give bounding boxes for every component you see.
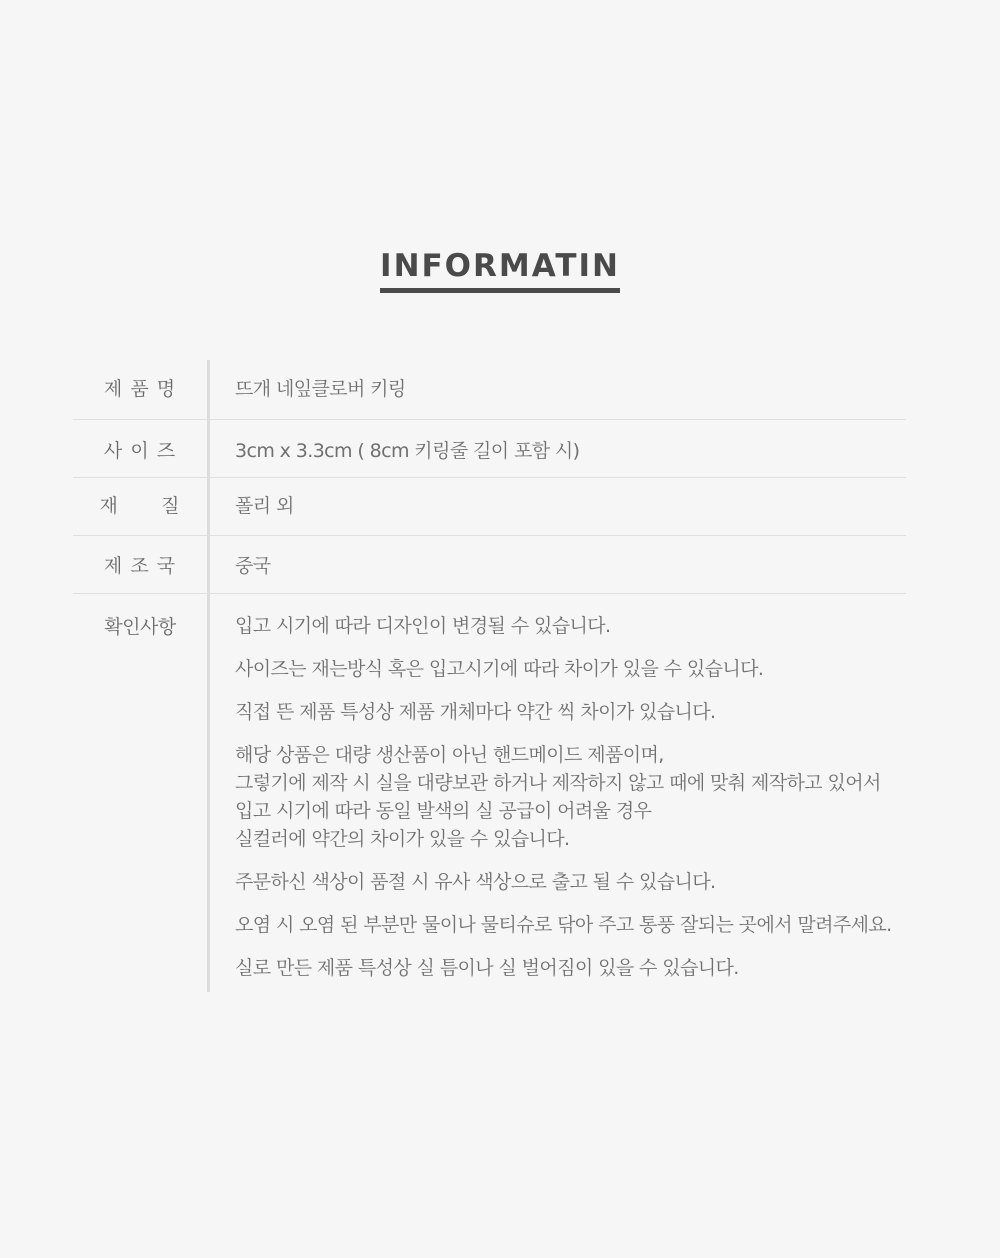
- note-item: 실로 만든 제품 특성상 실 틈이나 실 벌어짐이 있을 수 있습니다.: [235, 957, 739, 979]
- info-row-country: [73, 536, 906, 594]
- info-row-material: [73, 478, 906, 536]
- note-item: 사이즈는 재는방식 혹은 입고시기에 따라 차이가 있을 수 있습니다.: [235, 658, 764, 680]
- row-label: 재 질: [99, 495, 181, 517]
- info-table: [73, 360, 906, 992]
- row-value: 중국: [235, 555, 271, 577]
- note-item: 해당 상품은 대량 생산품이 아닌 핸드메이드 제품이며, 그렇기에 제작 시 실을 대량보관 하거나 제작하지 않고 때에 맞춰 제작하고 있어서 입고 시기에 따라 동일 발색의 실 공급이 어려울 경우 실컬러에 약간의 차이가 있을 수 있습니다.: [235, 744, 881, 850]
- note-item: 주문하신 색상이 품절 시 유사 색상으로 출고 될 수 있습니다.: [235, 871, 716, 893]
- row-label: 제 품 명: [103, 378, 177, 400]
- row-label: 확인사항: [104, 616, 176, 638]
- note-item: 직접 뜬 제품 특성상 제품 개체마다 약간 씩 차이가 있습니다.: [235, 701, 716, 723]
- page-title: INFORMATIN: [380, 247, 620, 293]
- row-label: 사 이 즈: [103, 440, 177, 462]
- note-item: 입고 시기에 따라 디자인이 변경될 수 있습니다.: [235, 615, 611, 637]
- row-value: 폴리 외: [235, 495, 294, 517]
- note-item: 오염 시 오염 된 부분만 물이나 물티슈로 닦아 주고 통풍 잘되는 곳에서 말려주세요.: [235, 914, 892, 936]
- row-label: 제 조 국: [103, 555, 177, 577]
- info-row-size: [73, 420, 906, 478]
- info-row-notes: [73, 594, 906, 992]
- row-value: 3cm x 3.3cm ( 8cm 키링줄 길이 포함 시): [235, 440, 580, 462]
- row-value: 뜨개 네잎클로버 키링: [235, 378, 406, 400]
- title-container: [0, 247, 1000, 293]
- notes-list: [210, 594, 906, 992]
- info-row-product-name: [73, 360, 906, 420]
